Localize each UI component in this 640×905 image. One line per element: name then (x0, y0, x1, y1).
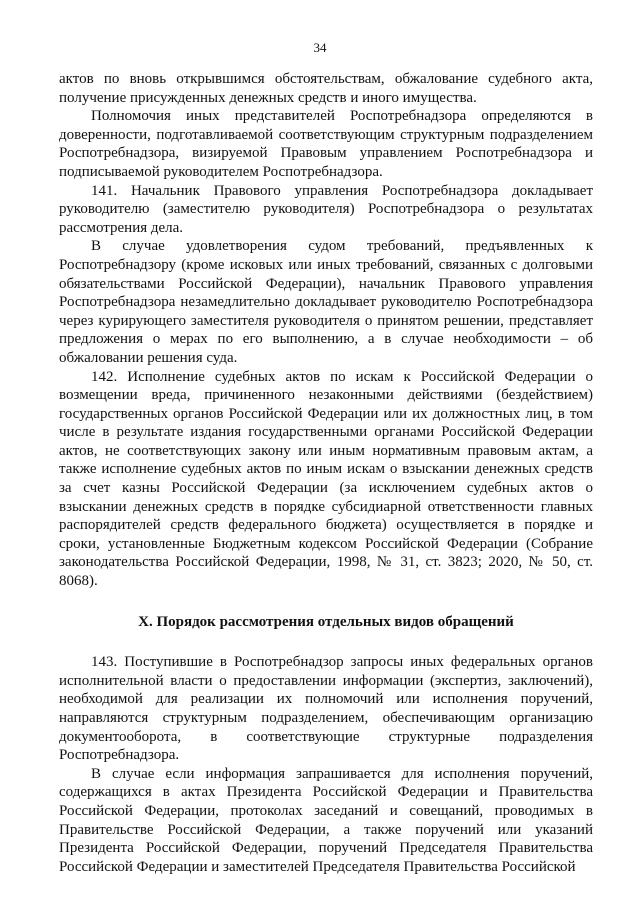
section-title: X. Порядок рассмотрения отдельных видов обращений (138, 613, 514, 630)
paragraph-143: 143. Поступившие в Роспотребнадзор запросы иных федеральных органов исполнительной власти о предоставлении информации (экспертиз, заключений), необходимой для реализации их полномочий или исполнения поручений, направляются структурным подразделением, обеспечивающим организацию документооборота, в соответствующие структурные подразделения Роспотребнадзора. (59, 654, 593, 764)
document-body (59, 70, 593, 876)
page-number: 34 (313, 40, 327, 55)
paragraph-141: 141. Начальник Правового управления Роспотребнадзора докладывает руководителю (заместителю руководителя) Роспотребнадзора о результатах рассмотрения дела. (59, 182, 593, 236)
paragraph-representative-powers: Полномочия иных представителей Роспотребнадзора определяются в доверенности, подготавливаемой соответствующим структурным подразделением Роспотребнадзора, визируемой Правовым управлением Роспотребнадзора и подписываемой руководителем Роспотребнадзора. (59, 108, 593, 180)
paragraph-142: 142. Исполнение судебных актов по искам к Российской Федерации о возмещении вреда, причиненного незаконными действиями (бездействием) государственных органов Российской Федерации или их должностных лиц, в том числе в результате издания государственными органами Российской Федерации актов, не соответствующих закону или иным нормативным правовым актам, а также исполнение судебных актов по иным искам о взыскании денежных средств за счет казны Российской Федерации (за исключением судебных актов о взыскании денежных средств в порядке субсидиарной ответственности главных распорядителей средств федерального бюджета) осуществляется в порядке и сроки, установленные Бюджетным кодексом Российской Федерации (Собрание законодательства Российской Федерации, 1998, № 31, ст. 3823; 2020, № 50, ст. 8068). (59, 368, 593, 590)
paragraph-143-information-request: В случае если информация запрашивается для исполнения поручений, содержащихся в актах Президента Российской Федерации и Правительства Российской Федерации, протоколах заседаний и совещаний, проводимых в Правительстве Российской Федерации, а также поручений или указаний Президента Российской Федерации, поручений Председателя Правительства Российской Федерации и заместителей Председателя Правительства Российской (59, 765, 593, 875)
paragraph-141-court-decision: В случае удовлетворения судом требований, предъявленных к Роспотребнадзору (кроме исковых или иных требований, связанных с долговыми обязательствами Российской Федерации), начальник Правового управления Роспотребнадзора незамедлительно докладывает руководителю Роспотребнадзора через курирующего заместителя руководителя о принятом решении, представляет предложения о мерах по его выполнению, а в случае необходимости – об обжаловании решения суда. (59, 238, 593, 366)
paragraph-continuation: актов по вновь открывшимся обстоятельствам, обжалование судебного акта, получение присужденных денежных средств и иного имущества. (59, 71, 593, 106)
